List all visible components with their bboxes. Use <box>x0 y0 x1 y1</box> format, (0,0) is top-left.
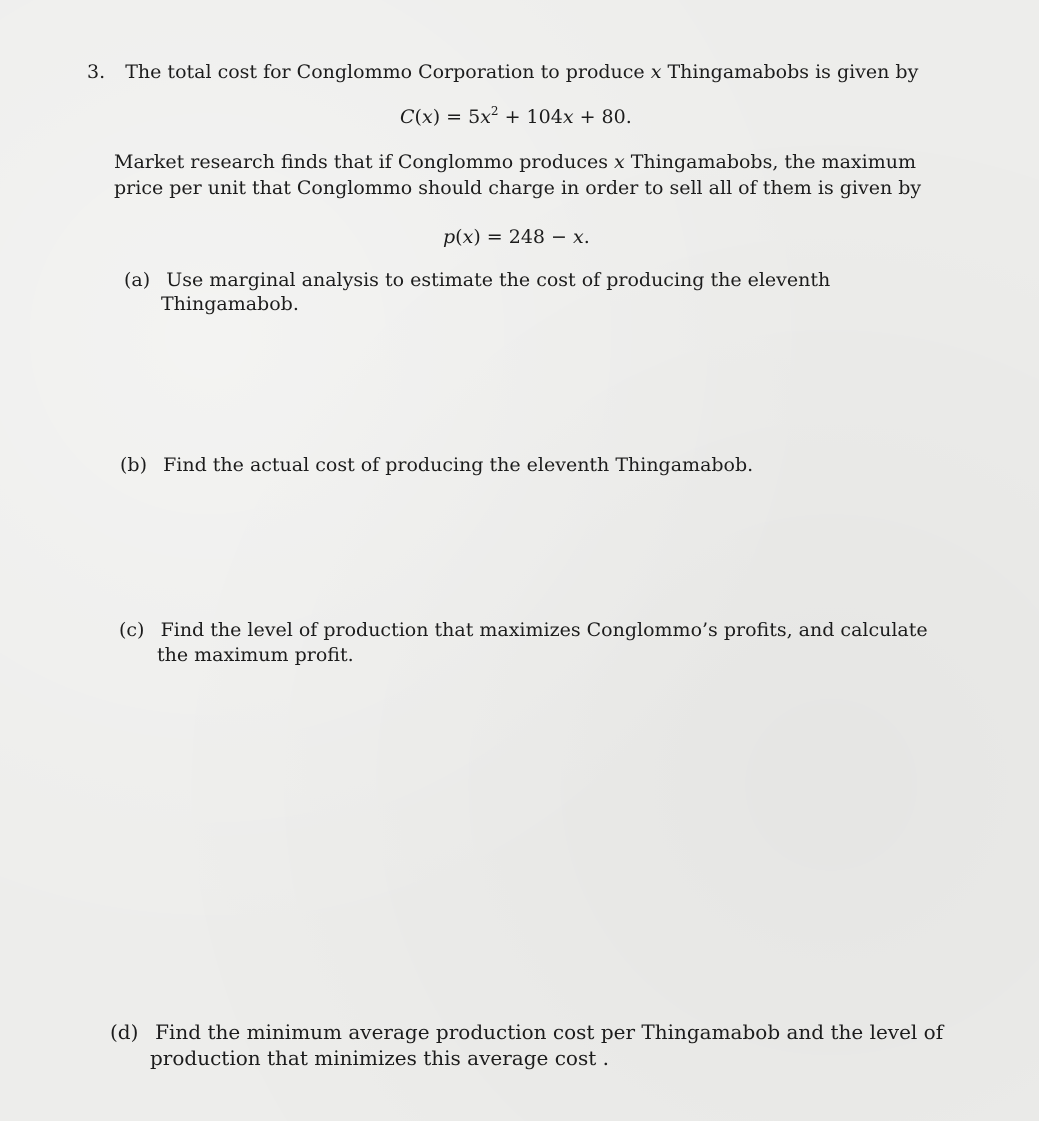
cost-middle-term: + 104 <box>498 106 563 128</box>
price-close-paren: ) <box>473 226 481 248</box>
intro-text-post: Thingamabobs is given by <box>661 61 919 83</box>
part-a-text-1: Use marginal analysis to estimate the cost of producing the eleventh <box>166 269 831 291</box>
cost-open-paren: ( <box>414 106 422 128</box>
cost-equals-coef: = 5 <box>440 106 481 128</box>
price-arg-var: x <box>462 226 474 248</box>
part-c-text-2: the maximum profit. <box>157 644 354 666</box>
cost-close-paren: ) <box>432 106 441 128</box>
market-text-post: Thingamabobs, the maximum <box>624 151 916 173</box>
part-b <box>120 453 753 477</box>
cost-var-2: x <box>562 106 574 128</box>
part-a <box>124 268 830 292</box>
part-a-label: (a) <box>124 269 151 291</box>
price-fn-name: p <box>443 226 456 248</box>
price-open-paren: ( <box>455 226 463 248</box>
market-text-pre: Market research finds that if Conglommo produces <box>114 151 614 173</box>
intro-text-pre: The total cost for Conglommo Corporation to produce <box>125 61 651 83</box>
cost-tail: + 80. <box>573 106 632 128</box>
price-equation <box>443 226 590 248</box>
part-d-label: (d) <box>110 1020 139 1044</box>
cost-arg-var: x <box>421 106 433 128</box>
part-c-text-1: Find the level of production that maximizes Conglommo’s profits, and calculate <box>160 619 928 641</box>
market-variable: x <box>614 151 625 173</box>
part-c <box>119 618 928 642</box>
part-d-text-1: Find the minimum average production cost per Thingamabob and the level of <box>155 1020 944 1044</box>
price-tail: . <box>583 226 590 248</box>
part-b-label: (b) <box>120 454 147 476</box>
part-a-text-2: Thingamabob. <box>161 293 299 315</box>
intro-variable: x <box>650 61 662 83</box>
cost-equation <box>400 106 632 128</box>
price-equals: = 248 − <box>480 226 573 248</box>
part-c-label: (c) <box>119 619 145 641</box>
market-line-1 <box>114 150 916 174</box>
problem-intro <box>87 60 918 84</box>
price-var: x <box>573 226 584 248</box>
problem-number: 3. <box>87 61 106 83</box>
market-line-2: price per unit that Conglommo should charge in order to sell all of them is given by <box>114 177 922 199</box>
part-d <box>110 1020 943 1044</box>
part-d-text-2: production that minimizes this average cost . <box>150 1046 609 1070</box>
part-b-text-1: Find the actual cost of producing the eleventh Thingamabob. <box>163 454 754 476</box>
cost-var-1: x <box>480 106 491 128</box>
cost-exponent: 2 <box>490 104 499 118</box>
cost-fn-name: C <box>400 106 415 128</box>
